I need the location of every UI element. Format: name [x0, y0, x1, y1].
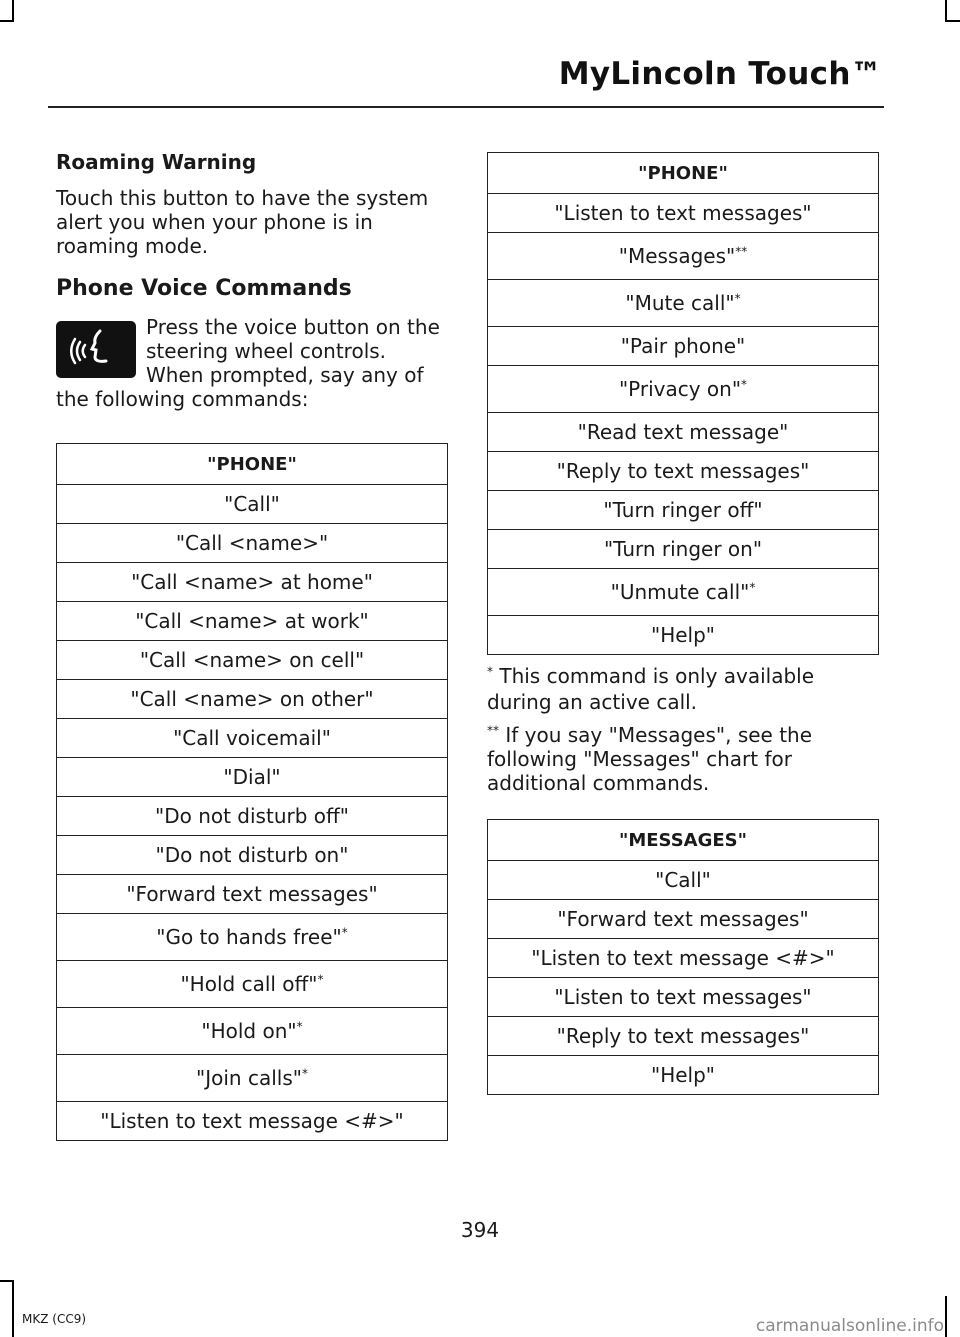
command-text: "Reply to text messages": [556, 459, 810, 483]
table-header: "PHONE": [488, 153, 879, 194]
footnote-text: This command is only available during an active call.: [487, 664, 815, 714]
table-row: [488, 978, 879, 1017]
command-cell: [488, 366, 879, 413]
command-cell: [488, 569, 879, 616]
command-text: "Call": [655, 868, 711, 892]
footnote-messages: [487, 723, 879, 795]
phone-commands-table: [56, 443, 448, 1141]
page-header-title: MyLincoln Touch™: [558, 56, 882, 92]
command-text: "Messages": [618, 244, 736, 268]
model-code: MKZ (CC9): [22, 1312, 87, 1326]
roaming-text: Touch this button to have the system alert you when your phone is in roaming mode.: [56, 186, 429, 258]
command-cell: [488, 900, 879, 939]
command-text: "Call <name> at home": [131, 570, 373, 594]
command-text: "Help": [651, 623, 715, 647]
phone-commands-table-continued: [487, 152, 879, 655]
command-cell: [57, 563, 448, 602]
table-row: [57, 914, 448, 961]
table-row: [488, 530, 879, 569]
table-row: [57, 961, 448, 1008]
table-row: [57, 1102, 448, 1141]
command-text: "Unmute call": [610, 580, 750, 604]
table-row: [57, 485, 448, 524]
command-text: "Listen to text messages": [554, 985, 812, 1009]
command-text: "Read text message": [577, 420, 789, 444]
table-row: [488, 616, 879, 655]
command-cell: [57, 1102, 448, 1141]
header-divider: [48, 106, 884, 108]
command-text: "Join calls": [196, 1066, 302, 1090]
table-row: [57, 641, 448, 680]
command-cell: [57, 875, 448, 914]
command-cell: [488, 327, 879, 366]
command-cell: [488, 491, 879, 530]
table-header: "MESSAGES": [488, 820, 879, 861]
command-cell: [57, 914, 448, 961]
footnote-mark: *: [734, 291, 741, 306]
table-row: [57, 758, 448, 797]
footnote-mark: **: [735, 244, 748, 259]
command-text: "Turn ringer on": [603, 537, 763, 561]
command-cell: [57, 602, 448, 641]
table-row: [488, 413, 879, 452]
table-row: [57, 680, 448, 719]
command-text: "Listen to text message <#>": [531, 946, 835, 970]
footnote-mark: *: [317, 972, 324, 987]
command-cell: [57, 1055, 448, 1102]
table-row: [488, 939, 879, 978]
messages-commands-table: [487, 819, 879, 1095]
command-text: "Pair phone": [620, 334, 746, 358]
voice-instructions-text: Press the voice button on the steering wheel controls. When prompted, say any of the following commands:: [56, 315, 440, 411]
command-cell: [488, 939, 879, 978]
command-cell: [57, 680, 448, 719]
command-cell: [488, 1056, 879, 1095]
crop-mark: [945, 0, 947, 22]
command-text: "Reply to text messages": [556, 1024, 810, 1048]
command-text: "Forward text messages": [126, 882, 378, 906]
page-number: 394: [460, 1218, 500, 1242]
command-cell: [57, 641, 448, 680]
table-row: [488, 569, 879, 616]
footnote-mark: *: [341, 925, 348, 940]
command-cell: [57, 1008, 448, 1055]
table-row: [488, 327, 879, 366]
table-header: "PHONE": [57, 444, 448, 485]
command-text: "Hold on": [201, 1019, 297, 1043]
command-text: "Dial": [223, 765, 281, 789]
table-row: [488, 280, 879, 327]
table-row: [57, 524, 448, 563]
table-row: [57, 836, 448, 875]
command-cell: [488, 194, 879, 233]
voice-commands-heading: Phone Voice Commands: [56, 276, 352, 301]
table-row: [488, 861, 879, 900]
command-cell: [57, 836, 448, 875]
voice-instructions: [56, 315, 448, 415]
table-row: [57, 1055, 448, 1102]
command-cell: [488, 530, 879, 569]
table-row: [488, 194, 879, 233]
command-cell: [57, 961, 448, 1008]
command-text: "Forward text messages": [557, 907, 809, 931]
command-cell: [488, 861, 879, 900]
table-row: [488, 1017, 879, 1056]
footnote-mark: *: [487, 664, 493, 679]
crop-mark: [945, 1296, 947, 1337]
command-text: "Call voicemail": [173, 726, 331, 750]
command-cell: [488, 233, 879, 280]
command-cell: [57, 797, 448, 836]
crop-mark: [0, 1280, 14, 1282]
command-text: "Call <name> on other": [130, 687, 374, 711]
table-row: [57, 602, 448, 641]
footnote-active-call: [487, 663, 879, 715]
table-row: [488, 491, 879, 530]
crop-mark: [12, 0, 14, 22]
command-cell: [488, 280, 879, 327]
command-text: "Go to hands free": [156, 925, 342, 949]
command-cell: [57, 758, 448, 797]
command-cell: [57, 524, 448, 563]
roaming-heading: Roaming Warning: [56, 150, 257, 174]
command-cell: [57, 719, 448, 758]
command-text: "Do not disturb on": [155, 843, 349, 867]
voice-command-icon: [56, 321, 136, 378]
table-row: [488, 900, 879, 939]
command-text: "Call <name> on cell": [139, 648, 365, 672]
command-text: "Listen to text message <#>": [100, 1109, 404, 1133]
table-row: [57, 1008, 448, 1055]
footnote-mark: *: [749, 580, 756, 595]
table-row: [57, 797, 448, 836]
command-text: "Do not disturb off": [155, 804, 349, 828]
command-cell: [488, 452, 879, 491]
command-text: "Privacy on": [618, 377, 742, 401]
command-text: "Mute call": [625, 291, 735, 315]
footnote-mark: **: [487, 723, 499, 738]
table-row: [488, 233, 879, 280]
command-text: "Call": [224, 492, 280, 516]
crop-mark: [0, 20, 14, 22]
table-row: [57, 563, 448, 602]
table-row: [488, 1056, 879, 1095]
watermark: carmanualsonline.info: [755, 1316, 944, 1336]
command-cell: [488, 978, 879, 1017]
table-row: [57, 719, 448, 758]
crop-mark: [945, 20, 960, 22]
left-column: [56, 150, 448, 1141]
command-cell: [57, 485, 448, 524]
table-row: [57, 875, 448, 914]
voice-command-glyph: [70, 327, 122, 373]
command-text: "Call <name> at work": [135, 609, 369, 633]
table-row: [488, 452, 879, 491]
command-text: "Listen to text messages": [554, 201, 812, 225]
command-text: "Hold call off": [180, 972, 318, 996]
command-cell: [488, 1017, 879, 1056]
footnote-mark: *: [296, 1019, 303, 1034]
footnote-mark: *: [301, 1066, 308, 1081]
command-text: "Help": [651, 1063, 715, 1087]
footnote-mark: *: [741, 377, 748, 392]
command-cell: [488, 413, 879, 452]
right-column: [487, 152, 879, 1095]
footnote-text: If you say "Messages", see the following "Messages" chart for additional commands.: [487, 723, 813, 795]
crop-mark: [12, 1280, 14, 1337]
command-cell: [488, 616, 879, 655]
command-text: "Call <name>": [175, 531, 329, 555]
command-text: "Turn ringer off": [603, 498, 763, 522]
table-row: [488, 366, 879, 413]
